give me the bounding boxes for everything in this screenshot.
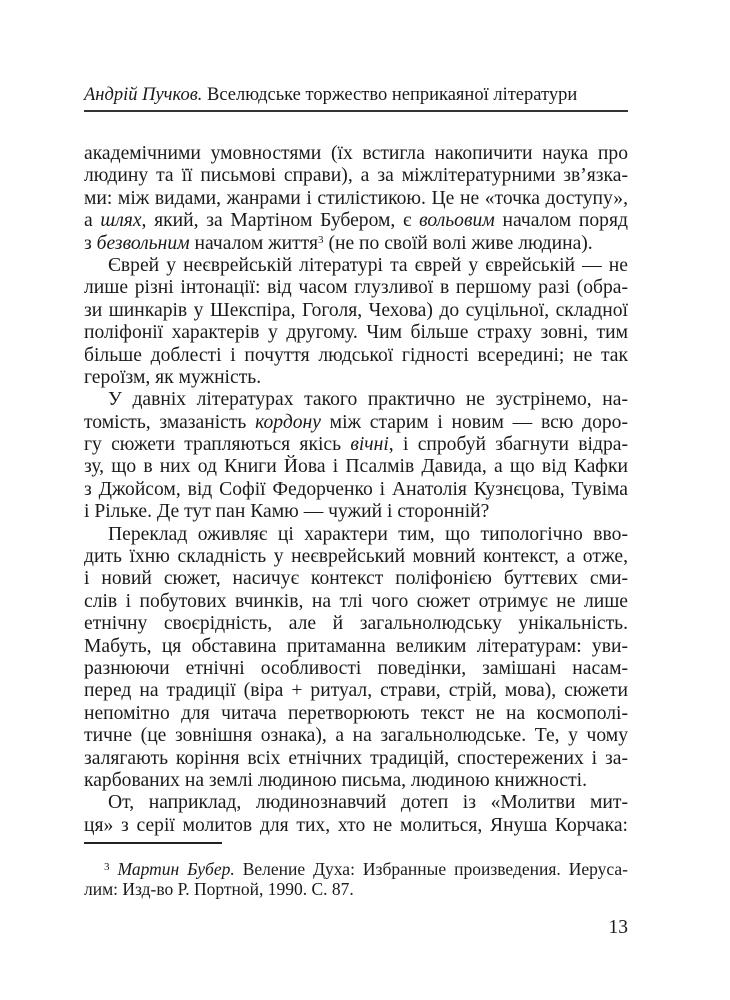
text-segment: більше доблесті і почуття людської гідності всередині; не так — [84, 344, 628, 366]
text-segment: лише різні інтонації: від часом глузливої в першому разі (обра- — [84, 277, 628, 299]
text-segment: зу, що в них од Книги Йова і Псалмів Давида, а що від Кафки — [84, 456, 628, 478]
running-header — [84, 83, 628, 107]
text-segment: , і спробуй збагнути відра- — [388, 434, 628, 456]
text-line — [84, 143, 628, 165]
text-line — [84, 613, 628, 635]
text-line — [84, 770, 628, 792]
footnote-author: Мартин Бубер. — [117, 859, 235, 879]
text-line — [84, 748, 628, 770]
text-segment: томість, змазаність — [84, 411, 256, 433]
text-segment: а — [84, 210, 101, 232]
text-segment: разнюючи етнічні особливості поведінки, замішані насам- — [84, 657, 628, 679]
text-segment: , який, за Мартіном Бубером, є — [141, 210, 420, 232]
text-line — [84, 501, 628, 523]
text-segment: непомітно для читача перетворюють текст не на космополі- — [84, 702, 628, 724]
text-segment: залягають коріння всіх етнічних традицій, спостережених і за- — [84, 747, 628, 769]
header-title: Вселюдське торжество неприкаяної літератури — [206, 85, 578, 105]
text-segment: зи шинкарів у Шекспіра, Гоголя, Чехова) до суцільної, складної — [84, 299, 628, 321]
footnote-number: 3 — [104, 861, 110, 873]
main-text — [84, 143, 628, 837]
text-line — [84, 322, 628, 344]
text-line — [84, 725, 628, 747]
text-segment: етнічну своєрідність, але й загальнолюдську унікальність. — [84, 613, 628, 635]
footnote — [84, 856, 628, 900]
text-line — [84, 434, 628, 456]
text-segment: Єврей у неєврейській літературі та єврей у єврейській — не — [108, 254, 628, 276]
italic-text: кордону — [255, 411, 321, 433]
italic-text: безвольним — [96, 232, 190, 254]
text-line — [84, 300, 628, 322]
italic-text: вольовим — [419, 210, 495, 232]
text-segment: ця» з серії молитов для тих, хто не молиться, Януша Корчака: — [84, 814, 628, 836]
text-line — [84, 546, 628, 568]
text-line — [84, 389, 628, 411]
text-line — [84, 524, 628, 546]
text-segment: героїзм, як мужність. — [84, 366, 262, 388]
text-segment: з — [84, 232, 97, 254]
footnote-line: лим: Изд-во Р. Портной, 1990. С. 87. — [84, 879, 354, 899]
text-line — [84, 815, 628, 837]
text-line — [84, 345, 628, 367]
footnote-rule — [84, 842, 222, 844]
footnote-text: Веление Духа: Избранные произведения. Иеруса- — [234, 859, 628, 879]
italic-text: вічні — [350, 434, 389, 456]
text-segment: началом життя — [189, 232, 319, 254]
page-number: 13 — [608, 917, 628, 938]
text-line — [84, 277, 628, 299]
text-line — [84, 658, 628, 680]
text-segment: з Джойсом, від Софії Федорченко і Анатолія Кузнєцова, Тувіма — [84, 478, 628, 500]
text-segment: (не по своїй волі живе людина). — [323, 232, 593, 254]
italic-text: шлях — [100, 210, 142, 232]
text-segment: От, наприклад, людинознавчий дотеп із «Молитви мит- — [108, 792, 628, 814]
text-segment: людину та її письмові справи), а за міжлітературними зв’язка- — [84, 165, 628, 187]
text-segment: У давніх літературах такого практично не зустрінемо, на- — [108, 389, 628, 411]
text-segment: Мабуть, ця обставина притаманна великим літературам: уви- — [84, 635, 628, 657]
text-line — [84, 165, 628, 187]
text-line — [84, 210, 628, 232]
text-segment: і новий сюжет, насичує контекст поліфонією буттєвих сми- — [84, 568, 628, 590]
text-line — [84, 568, 628, 590]
text-line — [84, 233, 628, 255]
text-segment: між старим і новим — всю доро- — [320, 411, 629, 433]
footnote-line — [84, 856, 628, 878]
text-segment: ми: між видами, жанрами і стилістикою. Це не «точка доступу», — [84, 187, 628, 209]
text-segment: гу сюжети трапляються якісь — [84, 434, 351, 456]
text-segment: дить їхню складність у неєврейський мовний контекст, а отже, — [84, 546, 628, 568]
text-line — [84, 255, 628, 277]
text-line — [84, 636, 628, 658]
header-author: Андрій Пучков. — [84, 85, 203, 105]
text-segment: академічними умовностями (їх встигла накопичити наука про — [84, 143, 628, 164]
text-line — [84, 367, 628, 389]
text-segment: і Рільке. Де тут пан Камю — чужий і сторонній? — [84, 501, 490, 523]
text-segment: слів і побутових вчинків, на тлі чого сюжет отримує не лише — [84, 590, 628, 612]
text-segment: карбованих на землі людиною письма, людиною книжності. — [84, 769, 588, 791]
text-line — [84, 479, 628, 501]
text-line — [84, 792, 628, 814]
text-segment: поліфонії характерів у другому. Чим більше страху зовні, тим — [84, 322, 628, 344]
header-rule — [84, 110, 628, 112]
text-line — [84, 456, 628, 478]
text-line — [84, 591, 628, 613]
text-segment: перед на традиції (віра + ритуал, страви, стрій, мова), сюжети — [84, 680, 628, 702]
text-line — [84, 680, 628, 702]
text-line — [84, 703, 628, 725]
text-segment: тичне (це зовнішня ознака), а на загальнолюдське. Те, у чому — [84, 725, 628, 747]
text-segment: Переклад оживляє ці характери тим, що типологічно вво- — [108, 523, 628, 545]
text-segment: началом поряд — [494, 210, 628, 232]
footnote-ref: 3 — [318, 233, 324, 246]
text-line — [84, 188, 628, 210]
text-line — [84, 412, 628, 434]
